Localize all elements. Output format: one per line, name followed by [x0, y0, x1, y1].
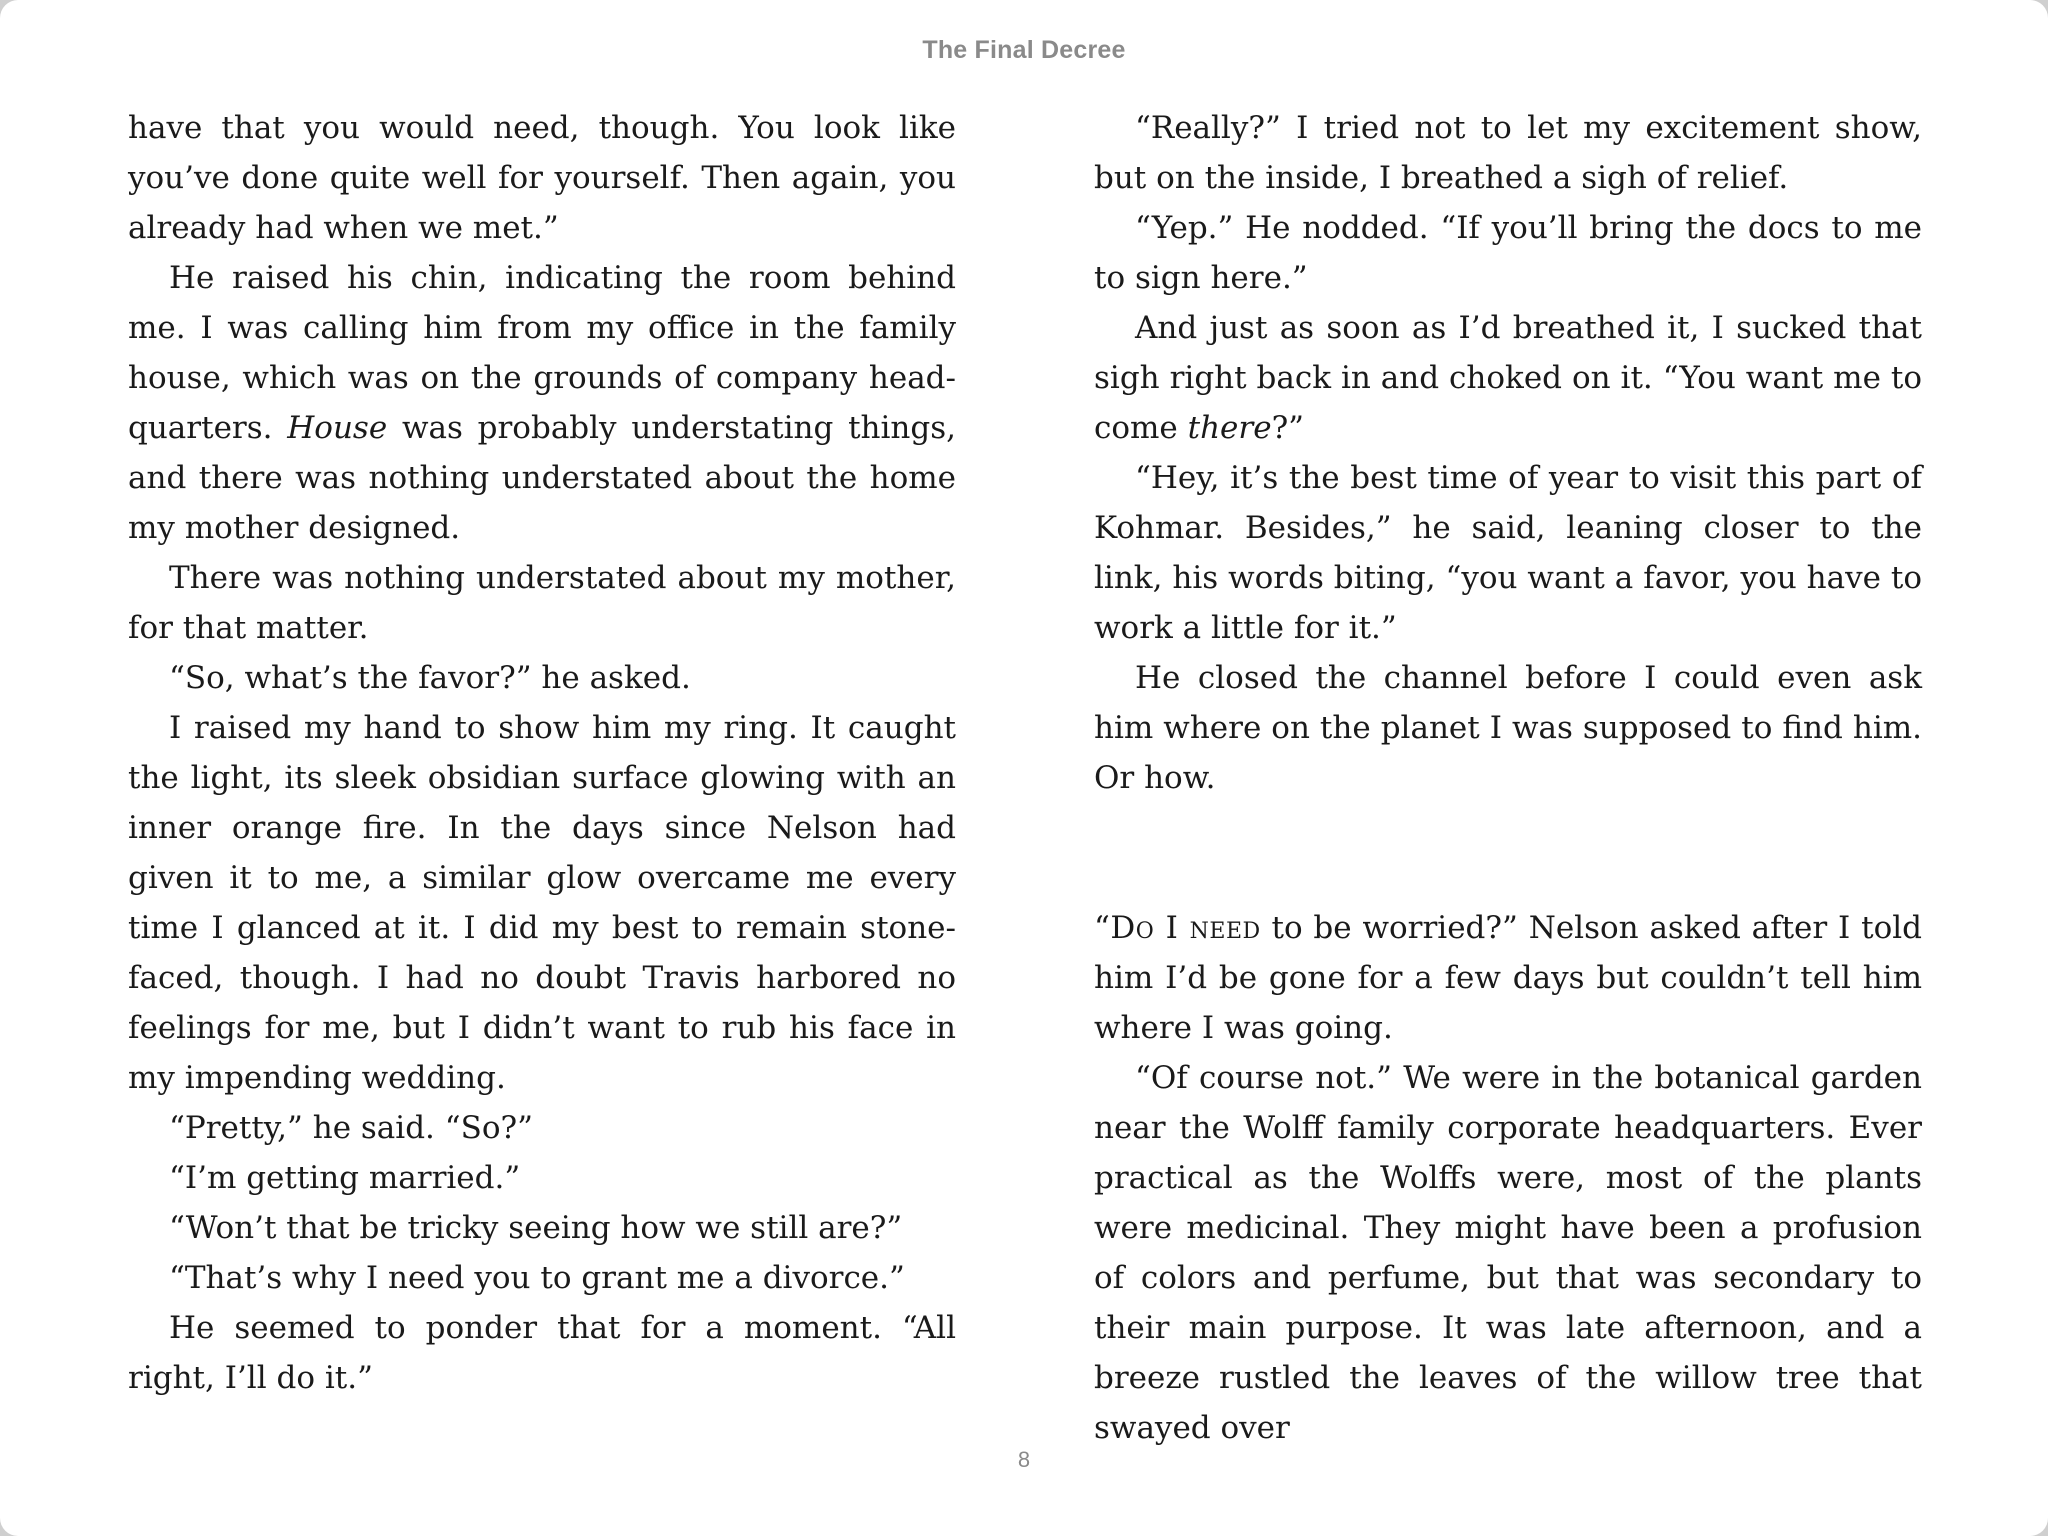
emphasized-text: House	[287, 410, 388, 446]
text-run: have that you would need, though. You look like you’ve done quite well for yourself. Then again, you already had when we met.”	[128, 110, 956, 246]
text-run: “Hey, it’s the best time of year to visit this part of Kohmar. Besides,” he said, leaning closer to the link, his words biting, “you want a favor, you have to work a little for it.”	[1094, 460, 1922, 646]
text-run: He seemed to ponder that for a moment. “All right, I’ll do it.”	[128, 1310, 956, 1396]
section-lead-in: “Do I need	[1094, 910, 1261, 946]
paragraph	[128, 1103, 956, 1153]
text-run: He raised his chin, indicating the room behind me. I was calling him from my office in the family house, which was on the grounds of company headquarters.	[128, 260, 956, 446]
text-run: “That’s why I need you to grant me a divorce.”	[169, 1260, 905, 1296]
paragraph	[1094, 203, 1922, 303]
text-run: And just as soon as I’d breathed it, I sucked that sigh right back in and choked on it. “You want me to come	[1094, 310, 1922, 446]
paragraph	[128, 253, 956, 553]
paragraph	[128, 703, 956, 1103]
text-run: “Of course not.” We were in the botanical garden near the Wolff family corporate headquarters. Ever practical as the Wolffs were, most of the plants were medicinal. They might have been a profusion of colors and perfume, but that was secondary to their main purpose. It was late afternoon, and a breeze rustled the leaves of the willow tree that swayed over	[1094, 1060, 1922, 1446]
paragraph	[1094, 453, 1922, 653]
paragraph	[1094, 653, 1922, 803]
paragraph	[128, 1303, 956, 1403]
text-run: “Really?” I tried not to let my excitement show, but on the inside, I breathed a sigh of relief.	[1094, 110, 1922, 196]
text-run: ?”	[1271, 410, 1305, 446]
text-run: “So, what’s the favor?” he asked.	[169, 660, 691, 696]
emphasized-text: there	[1187, 410, 1272, 446]
paragraph	[1094, 903, 1922, 1053]
right-page[interactable]	[1094, 103, 1922, 1453]
text-run: I raised my hand to show him my ring. It caught the light, its sleek obsidian surface glowing with an inner orange fire. In the days since Nelson had given it to me, a similar glow overcame me every time I glanced at it. I did my best to remain stone-faced, though. I had no doubt Travis harbored no feelings for me, but I didn’t want to rub his face in my impending wedding.	[128, 710, 956, 1096]
page-number: 8	[1017, 1447, 1031, 1472]
book-title: The Final Decree	[922, 36, 1126, 64]
paragraph	[128, 1253, 956, 1303]
left-page[interactable]	[128, 103, 956, 1403]
text-run: “Pretty,” he said. “So?”	[169, 1110, 533, 1146]
paragraph	[1094, 1053, 1922, 1453]
paragraph	[128, 1153, 956, 1203]
paragraph	[128, 1203, 956, 1253]
paragraph	[1094, 303, 1922, 453]
text-run: He closed the channel before I could even ask him where on the planet I was supposed to find him. Or how.	[1094, 660, 1922, 796]
text-run: There was nothing understated about my mother, for that matter.	[128, 560, 956, 646]
paragraph	[128, 653, 956, 703]
text-run: “I’m getting married.”	[169, 1160, 521, 1196]
text-run: was probably understating things, and there was nothing understated about the home my mother designed.	[128, 410, 956, 546]
paragraph	[1094, 103, 1922, 203]
text-run: to be worried?” Nelson asked after I told him I’d be gone for a few days but couldn’t tell him where I was going.	[1094, 910, 1922, 1046]
paragraph	[128, 103, 956, 253]
paragraph	[128, 553, 956, 653]
text-run: “Yep.” He nodded. “If you’ll bring the docs to me to sign here.”	[1094, 210, 1922, 296]
text-run: “Won’t that be tricky seeing how we still are?”	[169, 1210, 903, 1246]
